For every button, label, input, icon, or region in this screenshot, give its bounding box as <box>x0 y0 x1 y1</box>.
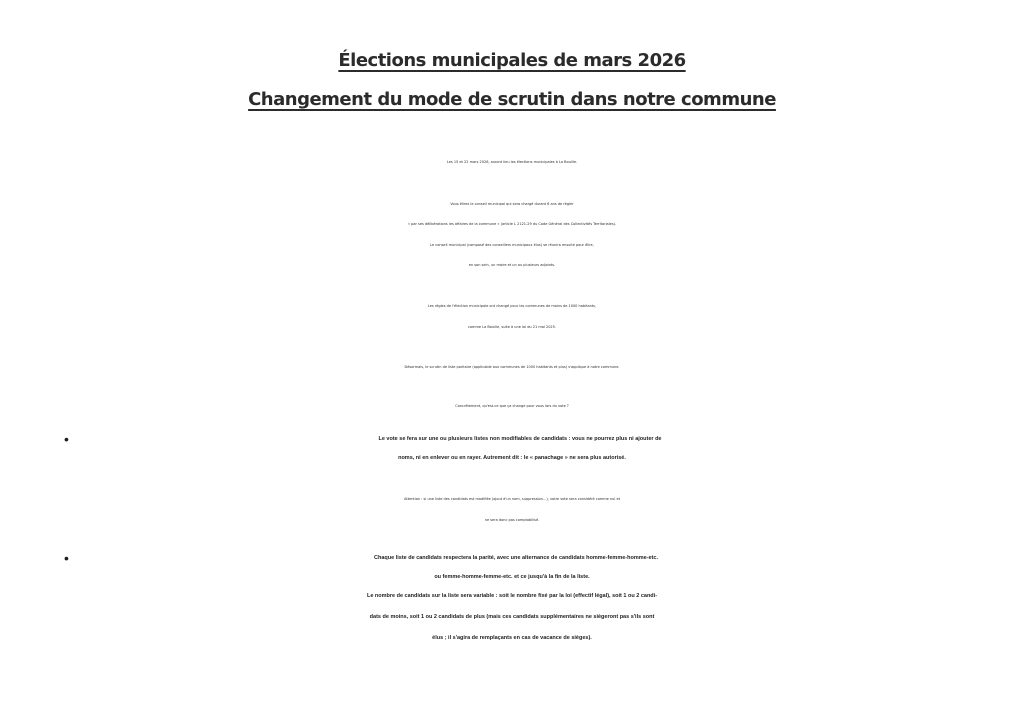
bullet-1-line-2: noms, ni en enlever ou en rayer. Autrement dit : le « panachage » ne sera plus autorisé. <box>398 455 626 461</box>
council-line-1: Vous élirez le conseil municipal qui sera chargé durant 6 ans de régler <box>450 202 574 206</box>
count-line-2: dats de moins, soit 1 ou 2 candidats de plus (mais ces candidats supplémentaires ne siègeront pas s'ils sont <box>369 614 655 620</box>
page-title <box>0 50 1024 71</box>
rules-line-2: comme La Bouille, suite à une loi du 21 mai 2025. <box>467 325 556 329</box>
bullet-1-line-1: Le vote se fera sur une ou plusieurs listes non modifiables de candidats : vous ne pourrez plus ni ajouter de <box>378 436 662 442</box>
bullet-2-line-1: Chaque liste de candidats respectera la parité, avec une alternance de candidats homme-femme-homme-etc. <box>374 555 658 561</box>
title-line-2: Changement du mode de scrutin dans notre commune <box>248 89 776 110</box>
intro-paragraph: Les 15 et 22 mars 2026, auront lieu les élections municipales à La Bouille. <box>446 160 578 164</box>
council-line-2: « par ses délibérations les affaires de la commune » (article L 2121-29 du Code Général des Collectivités Territoriales). <box>407 222 617 226</box>
council-line-3: Le conseil municipal (composé des conseillers municipaux élus) se réunira ensuite pour élire, <box>430 243 594 247</box>
bullet-1-marker: • <box>64 431 69 447</box>
title-line-1: Élections municipales de mars 2026 <box>338 50 686 71</box>
rules-line-1: Les règles de l'élection municipale ont changé pour les communes de moins de 1000 habitants, <box>427 304 597 308</box>
attention-line-2: ne sera donc pas comptabilisé. <box>484 518 540 522</box>
bullet-2-line-2: ou femme-homme-femme-etc. et ce jusqu'à la fin de la liste. <box>434 574 590 580</box>
attention-line-1: Attention : si une liste des candidats est modifiée (ajout d'un nom, suppression…), votre vote sera considéré comme nul et <box>403 497 620 501</box>
page-subtitle <box>0 89 1024 110</box>
count-line-3: élus ; il s'agira de remplaçants en cas de vacance de sièges). <box>432 635 592 641</box>
council-line-4: en son sein, un maire et un ou plusieurs adjoints. <box>468 263 556 267</box>
bullet-2-marker: • <box>64 550 69 566</box>
question-heading: Concrètement, qu'est-ce que ça change pour vous lors du vote ? <box>455 404 569 408</box>
scrutin-paragraph: Désormais, le scrutin de liste paritaire (applicable aux communes de 1000 habitants et plus) s'applique à notre commune. <box>404 365 620 369</box>
count-line-1: Le nombre de candidats sur la liste sera variable : soit le nombre fixé par la loi (effectif légal), soit 1 ou 2 candi- <box>366 593 658 599</box>
